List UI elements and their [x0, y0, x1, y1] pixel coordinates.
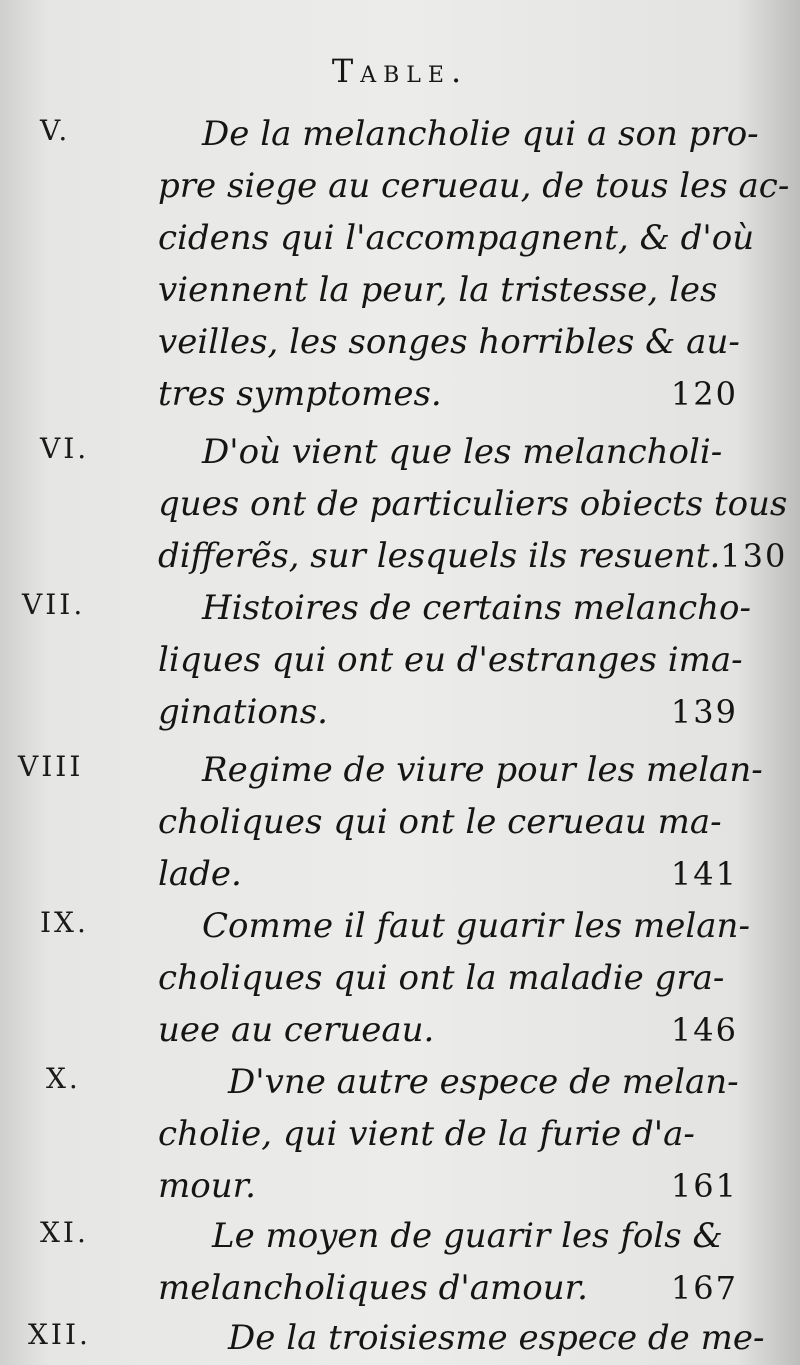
- chapter-title: [158, 108, 790, 420]
- page-number: 161: [670, 1167, 738, 1205]
- chapter-title: [158, 426, 788, 582]
- title-line: D'vne autre espece de melan-: [228, 1062, 739, 1102]
- title-line: cholie, qui vient de la furie d'a-: [158, 1114, 695, 1154]
- title-line-last: [158, 368, 738, 420]
- page-number: 120: [670, 375, 738, 413]
- title-line: Le moyen de guarir les fols &: [212, 1216, 723, 1256]
- title-line: cidens qui l'accompagnent, & d'où: [158, 218, 755, 258]
- title-line: uee au cerueau.: [158, 1010, 435, 1050]
- title-line: ques ont de particuliers obiects tous: [158, 484, 788, 524]
- title-line: Comme il faut guarir les melan-: [202, 906, 750, 946]
- page-number: 141: [670, 855, 738, 893]
- title-line-last: [158, 1004, 738, 1056]
- chapter-numeral: V.: [40, 114, 71, 147]
- title-line: Histoires de certains melancho-: [202, 588, 751, 628]
- title-line: liques qui ont eu d'estranges ima-: [158, 640, 743, 680]
- chapter-title: [158, 1056, 738, 1212]
- chapter-title: [158, 1312, 765, 1364]
- chapter-numeral: X.: [46, 1062, 81, 1095]
- chapter-title: [158, 900, 750, 1056]
- title-line: lade.: [158, 854, 242, 894]
- title-line: melancholiques d'amour.: [158, 1268, 588, 1308]
- title-line: choliques qui ont la maladie gra-: [158, 958, 725, 998]
- page-number: 146: [670, 1011, 738, 1049]
- chapter-numeral: VIII: [18, 750, 84, 783]
- title-line: ginations.: [158, 692, 328, 732]
- title-line: pre siege au cerueau, de tous les ac-: [158, 166, 790, 206]
- title-line: D'où vient que les melancholi-: [202, 432, 723, 472]
- title-line: tres symptomes.: [158, 374, 442, 414]
- title-line: choliques qui ont le cerueau ma-: [158, 802, 722, 842]
- title-line: Regime de viure pour les melan-: [202, 750, 763, 790]
- title-line-last: [158, 848, 738, 900]
- title-line-last: [158, 1160, 738, 1212]
- chapter-numeral: IX.: [40, 906, 89, 939]
- title-line: differẽs, sur lesquels ils resuent.: [158, 536, 721, 576]
- title-line-last: [158, 1262, 738, 1314]
- chapter-title: [158, 744, 763, 900]
- title-line: mour.: [158, 1166, 256, 1206]
- page-number: 139: [670, 693, 738, 731]
- title-line: veilles, les songes horribles & au-: [158, 322, 740, 362]
- chapter-numeral: VI.: [40, 432, 90, 465]
- title-line: viennent la peur, la tristesse, les: [158, 270, 718, 310]
- chapter-numeral: VII.: [22, 588, 86, 621]
- title-line: De la melancholie qui a son pro-: [202, 114, 759, 154]
- page-number: 130: [720, 537, 788, 575]
- chapter-title: [158, 1210, 738, 1314]
- title-line-last: [158, 530, 788, 582]
- page-number: 167: [670, 1269, 738, 1307]
- chapter-numeral: XI.: [40, 1216, 89, 1249]
- chapter-title: [158, 582, 751, 738]
- page-header: Table.: [331, 52, 469, 90]
- title-line: De la troisiesme espece de me-: [228, 1318, 765, 1358]
- title-line-last: [158, 686, 738, 738]
- chapter-numeral: XII.: [28, 1318, 91, 1351]
